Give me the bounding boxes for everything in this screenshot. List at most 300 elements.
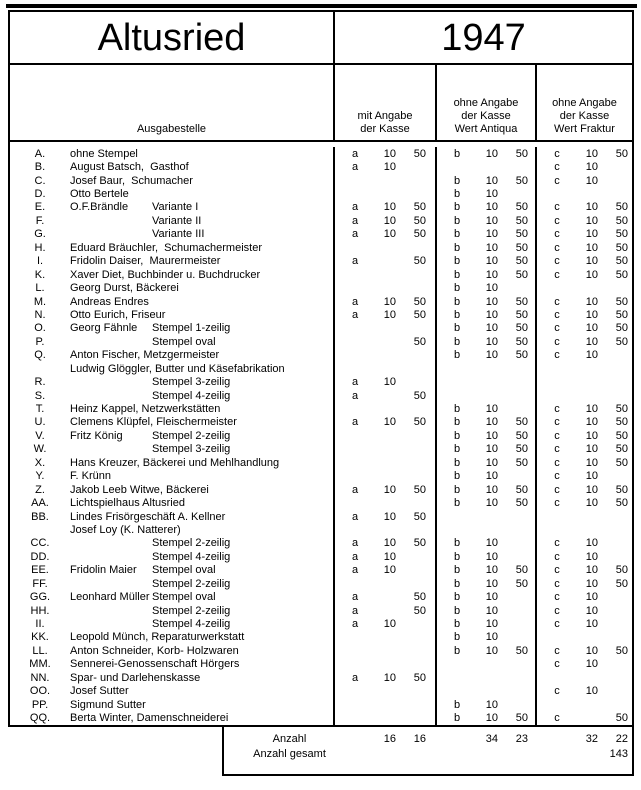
value-c-letter: c <box>554 161 560 174</box>
mit-angabe-cell <box>335 523 437 536</box>
mit-angabe-cell <box>335 402 437 415</box>
value-c-letter: c <box>554 349 560 362</box>
issuer-name: Otto Bertele <box>70 188 129 201</box>
antiqua-cell <box>437 658 537 671</box>
fraktur-cell <box>537 255 632 268</box>
issuer-cell <box>10 174 335 187</box>
value-b-letter: b <box>453 497 461 510</box>
value-b-10: 10 <box>485 268 498 281</box>
fraktur-cell <box>537 389 632 402</box>
issuer-cell <box>10 711 335 724</box>
value-c-10: 10 <box>585 322 598 335</box>
mit-angabe-cell <box>335 349 437 362</box>
fraktur-cell <box>537 685 632 698</box>
row-letter: KK. <box>31 631 49 644</box>
header-mit-angabe <box>335 65 437 140</box>
value-c-letter: c <box>554 456 560 469</box>
issuer-name: Jakob Leeb Witwe, Bäckerei <box>70 483 209 496</box>
value-c-letter: c <box>554 658 560 671</box>
row-letter: MM. <box>29 658 51 671</box>
value-b-letter: b <box>453 416 461 429</box>
value-a-50: 50 <box>413 335 426 348</box>
antiqua-cell <box>437 160 537 173</box>
fraktur-cell <box>537 658 632 671</box>
value-b-10: 10 <box>485 349 498 362</box>
value-c-10: 10 <box>585 497 598 510</box>
issuer-name: F. Krünn <box>70 470 111 483</box>
header-ohne-angabe-antiqua <box>437 65 537 140</box>
grand-total-value: 143 <box>609 747 628 760</box>
value-c-letter: c <box>554 470 560 483</box>
value-c-letter: c <box>554 147 560 160</box>
row-letter: O. <box>34 322 46 335</box>
row-letter: A. <box>34 147 46 160</box>
value-b-10: 10 <box>485 698 498 711</box>
issuer-cell <box>10 214 335 227</box>
value-c-letter: c <box>554 564 560 577</box>
antiqua-cell <box>437 349 537 362</box>
value-c-50: 50 <box>615 644 628 657</box>
value-c-letter: c <box>554 685 560 698</box>
antiqua-cell <box>437 711 537 724</box>
fraktur-cell <box>537 510 632 523</box>
row-letter: DD. <box>30 550 50 563</box>
mit-angabe-cell <box>335 604 437 617</box>
value-a-50: 50 <box>413 308 426 321</box>
variant-label: Variante III <box>152 228 205 241</box>
value-b-letter: b <box>453 241 461 254</box>
value-a-letter: a <box>351 228 359 241</box>
value-b-10: 10 <box>485 497 498 510</box>
antiqua-cell <box>437 698 537 711</box>
value-b-50: 50 <box>515 712 528 725</box>
table-row <box>10 564 632 577</box>
value-c-10: 10 <box>585 268 598 281</box>
value-a-letter: a <box>351 483 359 496</box>
value-c-50: 50 <box>615 241 628 254</box>
value-c-letter: c <box>554 174 560 187</box>
value-c-50: 50 <box>615 416 628 429</box>
table-row <box>10 308 632 321</box>
mit-angabe-cell <box>335 590 437 603</box>
mit-angabe-cell <box>335 322 437 335</box>
value-c-50: 50 <box>615 497 628 510</box>
value-b-50: 50 <box>515 228 528 241</box>
table-row <box>10 671 632 684</box>
issuer-cell <box>10 483 335 496</box>
value-b-letter: b <box>453 228 461 241</box>
mit-angabe-cell <box>335 147 437 160</box>
issuer-name: Anton Schneider, Korb- Holzwaren <box>70 644 239 657</box>
value-a-letter: a <box>351 591 359 604</box>
row-letter: LL. <box>32 644 48 657</box>
issuer-cell <box>10 537 335 550</box>
value-c-letter: c <box>554 429 560 442</box>
value-b-50: 50 <box>515 201 528 214</box>
value-b-50: 50 <box>515 644 528 657</box>
value-a-letter: a <box>351 550 359 563</box>
issuer-cell <box>10 698 335 711</box>
antiqua-cell <box>437 268 537 281</box>
value-b-letter: b <box>453 201 461 214</box>
issuer-cell <box>10 429 335 442</box>
antiqua-cell <box>437 564 537 577</box>
variant-label: Stempel oval <box>152 564 216 577</box>
fraktur-cell <box>537 711 632 724</box>
issuer-cell <box>10 375 335 388</box>
value-c-10: 10 <box>585 201 598 214</box>
value-b-10: 10 <box>485 147 498 160</box>
antiqua-cell <box>437 241 537 254</box>
table-row <box>10 429 632 442</box>
table-row <box>10 456 632 469</box>
value-a-10: 10 <box>383 161 396 174</box>
row-letter: II. <box>35 618 45 631</box>
mit-angabe-cell <box>335 362 437 375</box>
table-row <box>10 349 632 362</box>
issuer-cell <box>10 443 335 456</box>
variant-label: Stempel 2-zeilig <box>152 577 231 590</box>
row-letter: B. <box>34 161 46 174</box>
variant-label: Stempel 4-zeilig <box>152 550 231 563</box>
row-letter: EE. <box>31 564 49 577</box>
antiqua-cell <box>437 389 537 402</box>
issuer-name: Josef Baur, Schumacher <box>70 174 193 187</box>
fraktur-cell <box>537 644 632 657</box>
value-c-50: 50 <box>615 443 628 456</box>
fraktur-cell <box>537 160 632 173</box>
mit-angabe-cell <box>335 456 437 469</box>
mit-angabe-cell <box>335 443 437 456</box>
value-b-10: 10 <box>485 308 498 321</box>
antiqua-cell <box>437 416 537 429</box>
table-row <box>10 255 632 268</box>
issuer-cell <box>10 295 335 308</box>
table-row <box>10 375 632 388</box>
value-c-letter: c <box>554 228 560 241</box>
table-row <box>10 537 632 550</box>
value-c-10: 10 <box>585 564 598 577</box>
issuer-cell <box>10 510 335 523</box>
value-b-50: 50 <box>515 214 528 227</box>
issuer-name: Josef Sutter <box>70 685 129 698</box>
table-row <box>10 658 632 671</box>
value-c-10: 10 <box>585 537 598 550</box>
header-ausgabestelle-label: Ausgabestelle <box>136 123 207 135</box>
issuer-cell <box>10 658 335 671</box>
issuer-cell <box>10 281 335 294</box>
table-row <box>10 631 632 644</box>
fraktur-cell <box>537 147 632 160</box>
issuer-cell <box>10 671 335 684</box>
value-c-10: 10 <box>585 403 598 416</box>
value-c-50: 50 <box>615 268 628 281</box>
row-letter: BB. <box>31 510 49 523</box>
fraktur-cell <box>537 362 632 375</box>
mit-angabe-cell <box>335 671 437 684</box>
fraktur-cell <box>537 523 632 536</box>
row-letter: P. <box>35 335 45 348</box>
table-row <box>10 510 632 523</box>
value-c-letter: c <box>554 577 560 590</box>
value-a-letter: a <box>351 510 359 523</box>
value-b-10: 10 <box>485 550 498 563</box>
value-c-10: 10 <box>585 443 598 456</box>
mit-angabe-cell <box>335 375 437 388</box>
header-ausgabestelle <box>10 65 335 140</box>
issuer-cell <box>10 255 335 268</box>
issuer-cell <box>10 685 335 698</box>
value-a-10: 10 <box>383 671 396 684</box>
issuer-cell <box>10 349 335 362</box>
count-group-a <box>335 733 437 745</box>
value-b-50: 50 <box>515 335 528 348</box>
grand-total-group <box>537 748 632 760</box>
table-row <box>10 268 632 281</box>
issuer-name: Georg Durst, Bäckerei <box>70 282 179 295</box>
value-a-letter: a <box>351 201 359 214</box>
table-row <box>10 214 632 227</box>
fraktur-cell <box>537 604 632 617</box>
issuer-name: Eduard Bräuchler, Schumachermeister <box>70 241 262 254</box>
value-a-letter: a <box>351 416 359 429</box>
table-row <box>10 335 632 348</box>
value-c-10: 10 <box>585 429 598 442</box>
count-b-10: 34 <box>485 732 498 745</box>
issuer-cell <box>10 590 335 603</box>
antiqua-cell <box>437 590 537 603</box>
table-row <box>10 685 632 698</box>
issuer-name: Georg Fähnle <box>70 322 138 335</box>
value-b-letter: b <box>453 618 461 631</box>
value-b-50: 50 <box>515 443 528 456</box>
fraktur-cell <box>537 564 632 577</box>
value-c-50: 50 <box>615 201 628 214</box>
value-a-50: 50 <box>413 389 426 402</box>
value-a-10: 10 <box>383 537 396 550</box>
table-row <box>10 241 632 254</box>
antiqua-cell <box>437 429 537 442</box>
variant-label: Variante I <box>152 201 199 214</box>
year-title: 1947 <box>441 16 526 59</box>
fraktur-cell <box>537 631 632 644</box>
value-c-50: 50 <box>615 712 628 725</box>
fraktur-cell <box>537 577 632 590</box>
issuer-cell <box>10 456 335 469</box>
value-b-10: 10 <box>485 644 498 657</box>
issuer-cell <box>10 160 335 173</box>
value-a-letter: a <box>351 308 359 321</box>
issuer-name: Leonhard Müller <box>70 591 150 604</box>
value-a-10: 10 <box>383 550 396 563</box>
value-c-10: 10 <box>585 161 598 174</box>
row-letter: S. <box>34 389 46 402</box>
mit-angabe-cell <box>335 416 437 429</box>
fraktur-cell <box>537 698 632 711</box>
value-a-50: 50 <box>413 591 426 604</box>
issuer-name: Heinz Kappel, Netzwerkstätten <box>70 403 221 416</box>
count-group-c <box>537 733 632 745</box>
value-b-50: 50 <box>515 577 528 590</box>
value-b-10: 10 <box>485 712 498 725</box>
value-c-10: 10 <box>585 591 598 604</box>
value-c-50: 50 <box>615 403 628 416</box>
table-row <box>10 577 632 590</box>
value-b-50: 50 <box>515 322 528 335</box>
value-b-letter: b <box>453 712 461 725</box>
count-a-10: 16 <box>383 732 396 745</box>
value-b-letter: b <box>453 174 461 187</box>
value-a-50: 50 <box>413 510 426 523</box>
value-c-50: 50 <box>615 335 628 348</box>
value-b-10: 10 <box>485 322 498 335</box>
value-c-letter: c <box>554 322 560 335</box>
antiqua-cell <box>437 604 537 617</box>
value-c-10: 10 <box>585 618 598 631</box>
issuer-cell <box>10 577 335 590</box>
value-b-10: 10 <box>485 591 498 604</box>
issuer-cell <box>10 496 335 509</box>
value-b-50: 50 <box>515 497 528 510</box>
fraktur-cell <box>537 322 632 335</box>
table-row <box>10 698 632 711</box>
value-c-letter: c <box>554 335 560 348</box>
antiqua-cell <box>437 510 537 523</box>
value-b-50: 50 <box>515 174 528 187</box>
issuer-name: Lichtspielhaus Altusried <box>70 497 185 510</box>
value-b-letter: b <box>453 308 461 321</box>
row-letter: GG. <box>29 591 51 604</box>
value-c-50: 50 <box>615 214 628 227</box>
fraktur-cell <box>537 443 632 456</box>
value-b-10: 10 <box>485 564 498 577</box>
issuer-cell <box>10 228 335 241</box>
mit-angabe-cell <box>335 228 437 241</box>
antiqua-cell <box>437 255 537 268</box>
value-b-letter: b <box>453 644 461 657</box>
mit-angabe-cell <box>335 255 437 268</box>
value-b-10: 10 <box>485 416 498 429</box>
value-c-50: 50 <box>615 577 628 590</box>
value-b-10: 10 <box>485 174 498 187</box>
fraktur-cell <box>537 671 632 684</box>
issuer-name: Fritz König <box>70 429 123 442</box>
antiqua-cell <box>437 631 537 644</box>
value-b-letter: b <box>453 537 461 550</box>
mit-angabe-cell <box>335 160 437 173</box>
header-c-line3: Wert Fraktur <box>554 123 615 135</box>
value-b-10: 10 <box>485 577 498 590</box>
table-row <box>10 644 632 657</box>
fraktur-cell <box>537 228 632 241</box>
value-b-letter: b <box>453 188 461 201</box>
mit-angabe-cell <box>335 644 437 657</box>
title-row <box>10 12 632 65</box>
antiqua-cell <box>437 201 537 214</box>
value-b-10: 10 <box>485 604 498 617</box>
fraktur-cell <box>537 416 632 429</box>
value-a-letter: a <box>351 618 359 631</box>
place-title: Altusried <box>97 16 246 59</box>
table-row <box>10 443 632 456</box>
value-a-50: 50 <box>413 214 426 227</box>
value-b-letter: b <box>453 295 461 308</box>
value-b-50: 50 <box>515 241 528 254</box>
value-a-50: 50 <box>413 671 426 684</box>
value-b-10: 10 <box>485 456 498 469</box>
mit-angabe-cell <box>335 268 437 281</box>
value-a-10: 10 <box>383 228 396 241</box>
table-body <box>10 142 632 725</box>
antiqua-cell <box>437 295 537 308</box>
antiqua-cell <box>437 281 537 294</box>
value-c-50: 50 <box>615 228 628 241</box>
value-c-letter: c <box>554 537 560 550</box>
value-c-10: 10 <box>585 550 598 563</box>
header-b-line3: Wert Antiqua <box>454 123 518 135</box>
mit-angabe-cell <box>335 201 437 214</box>
mit-angabe-cell <box>335 685 437 698</box>
issuer-cell <box>10 617 335 630</box>
value-a-letter: a <box>351 161 359 174</box>
value-b-50: 50 <box>515 255 528 268</box>
issuer-cell <box>10 550 335 563</box>
value-b-10: 10 <box>485 228 498 241</box>
value-b-letter: b <box>453 214 461 227</box>
mit-angabe-cell <box>335 295 437 308</box>
row-letter: L. <box>35 282 45 295</box>
value-b-50: 50 <box>515 349 528 362</box>
value-b-50: 50 <box>515 456 528 469</box>
mit-angabe-cell <box>335 214 437 227</box>
header-a-line1: mit Angabe <box>357 110 413 122</box>
mit-angabe-cell <box>335 711 437 724</box>
row-letter: AA. <box>31 497 49 510</box>
fraktur-cell <box>537 295 632 308</box>
value-b-letter: b <box>453 147 461 160</box>
table-row <box>10 590 632 603</box>
issuer-name: Sennerei-Genossenschaft Hörgers <box>70 658 240 671</box>
value-b-letter: b <box>453 604 461 617</box>
row-letter: U. <box>34 416 46 429</box>
issuer-cell <box>10 523 335 536</box>
value-b-10: 10 <box>485 335 498 348</box>
antiqua-cell <box>437 550 537 563</box>
value-b-50: 50 <box>515 564 528 577</box>
value-c-50: 50 <box>615 255 628 268</box>
row-letter: OO. <box>29 685 51 698</box>
value-a-10: 10 <box>383 564 396 577</box>
header-c-line2: der Kasse <box>559 110 610 122</box>
value-c-letter: c <box>554 201 560 214</box>
antiqua-cell <box>437 483 537 496</box>
value-a-50: 50 <box>413 537 426 550</box>
header-b-line2: der Kasse <box>461 110 511 122</box>
row-letter: E. <box>34 201 46 214</box>
issuer-cell <box>10 402 335 415</box>
value-a-10: 10 <box>383 483 396 496</box>
value-c-10: 10 <box>585 644 598 657</box>
table-row <box>10 402 632 415</box>
value-b-letter: b <box>453 403 461 416</box>
value-b-letter: b <box>453 268 461 281</box>
row-letter: Y. <box>35 470 45 483</box>
row-letter: N. <box>34 308 46 321</box>
mit-angabe-cell <box>335 510 437 523</box>
value-c-10: 10 <box>585 174 598 187</box>
issuer-name: Sigmund Sutter <box>70 698 146 711</box>
value-b-letter: b <box>453 564 461 577</box>
